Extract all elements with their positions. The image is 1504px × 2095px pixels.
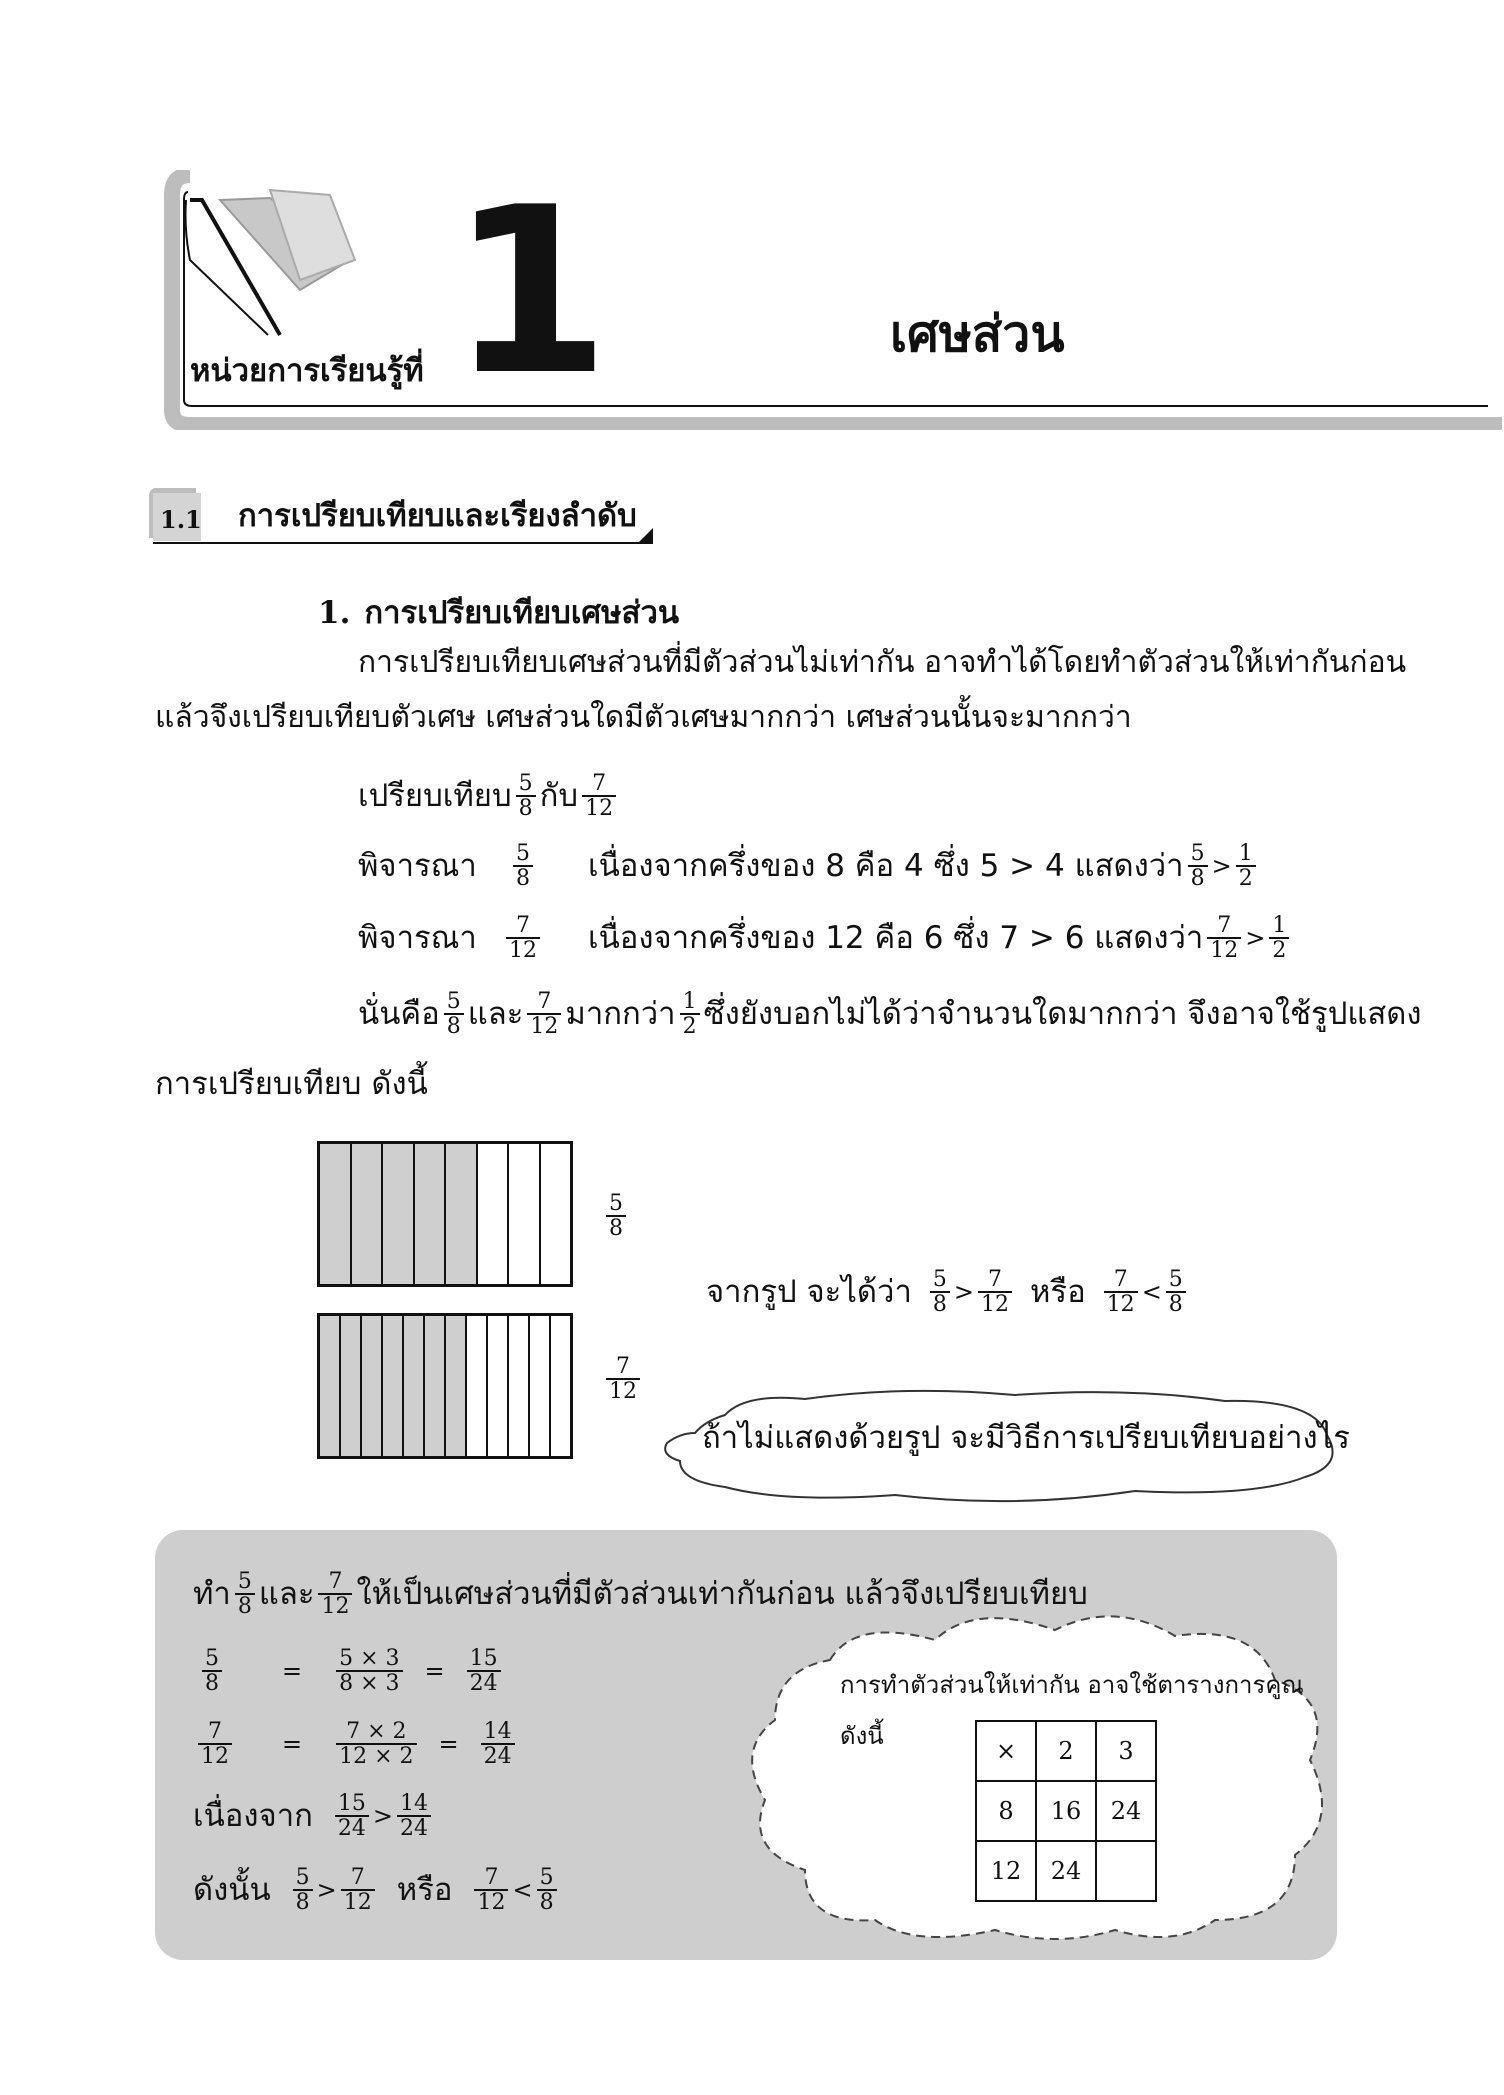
shaded-part [404, 1316, 425, 1456]
and-label: และ [258, 1575, 315, 1612]
chapter-number: 1 [450, 159, 611, 426]
half-of-8-text: เนื่องจากครึ่งของ 8 คือ 4 ซึ่ง 5 > 4 แสดงว่า [588, 847, 1184, 884]
therefore-label: ดังนั้น [193, 1871, 271, 1908]
equation-7-12 [188, 1720, 519, 1768]
consider-label: พิจารณา [358, 919, 477, 956]
subsection-number: 1. [318, 595, 351, 631]
fraction-1-2: $\frac{1}{2}$ [1236, 842, 1256, 890]
fraction-7-12: $\frac{7}{12}$ [582, 772, 616, 820]
fraction-7-12: $\frac{7}{12}$ [1104, 1268, 1138, 1316]
shaded-part [362, 1316, 383, 1456]
more-than-label: มากกว่า [565, 995, 676, 1032]
fraction-5-8: $\frac{5}{8}$ [235, 1570, 255, 1618]
since-label: เนื่องจาก [193, 1797, 313, 1834]
thatis-line-end: การเปรียบเทียบ ดังนี้ [155, 1066, 428, 1102]
consider-label: พิจารณา [358, 847, 477, 884]
equals-sign: = [282, 1729, 303, 1758]
fraction-7-12: $\frac{7}{12}$ [527, 990, 561, 1038]
fraction-14-24: $\frac{14}{24}$ [481, 1720, 515, 1768]
fraction-7-12: $\frac{7}{12}$ [192, 1720, 238, 1768]
hint-line-1: การทำตัวส่วนให้เท่ากัน อาจใช้ตารางการคูณ [840, 1671, 1304, 1699]
fraction-7-12: $\frac{7}{12}$ [978, 1268, 1012, 1316]
consider-line-2 [358, 914, 1293, 962]
chapter-title: เศษส่วน [890, 305, 1065, 363]
table-cell: 8 [976, 1781, 1036, 1841]
compare-with: กับ [539, 777, 579, 814]
fraction-7-12: $\frac{7}{12}$ [318, 1570, 352, 1618]
subsection-heading [318, 595, 679, 632]
equals-sign: = [438, 1729, 459, 1758]
shaded-part [425, 1316, 446, 1456]
table-cell: 2 [1036, 1721, 1096, 1781]
compare-line [358, 772, 620, 820]
fraction-5-8: $\frac{5}{8}$ [192, 1647, 232, 1695]
shaded-part [341, 1316, 362, 1456]
bar1-fraction-label: $\frac{5}{8}$ [606, 1192, 626, 1240]
fraction-7-12: $\frac{7}{12}$ [474, 1866, 508, 1914]
shaded-part [383, 1316, 404, 1456]
compare-label: เปรียบเทียบ [358, 777, 512, 814]
lt-sign: < [1141, 1277, 1162, 1306]
paragraph-line-1: การเปรียบเทียบเศษส่วนที่มีตัวส่วนไม่เท่ากัน อาจทำได้โดยทำตัวส่วนให้เท่ากันก่อน [358, 645, 1407, 680]
fraction-14-24: $\frac{14}{24}$ [397, 1792, 431, 1840]
unshaded-part [509, 1144, 541, 1284]
make-label: ทำ [193, 1575, 231, 1612]
fraction-1-2: $\frac{1}{2}$ [1269, 914, 1289, 962]
or-label: หรือ [1029, 1273, 1086, 1310]
unshaded-part [467, 1316, 488, 1456]
fraction-5x3-8x3: $\frac{5 \times 3}{8 \times 3}$ [336, 1647, 402, 1695]
hint-line-2: ดังนี้ [840, 1722, 884, 1750]
table-cell: × [976, 1721, 1036, 1781]
multiplication-table [975, 1720, 1157, 1902]
since-line [193, 1792, 435, 1840]
gt-sign: > [1245, 923, 1266, 952]
table-row [976, 1841, 1156, 1901]
shaded-part [415, 1144, 447, 1284]
fraction-15-24: $\frac{15}{24}$ [467, 1647, 501, 1695]
therefore-line [193, 1866, 561, 1914]
consider-line-1 [358, 842, 1260, 890]
cloud-question-text: ถ้าไม่แสดงด้วยรูป จะมีวิธีการเปรียบเทียบอย่างไร [702, 1420, 1350, 1456]
equation-5-8 [188, 1647, 505, 1695]
figure-conclusion [706, 1268, 1190, 1316]
from-picture-label: จากรูป จะได้ว่า [706, 1273, 912, 1310]
unshaded-part [551, 1316, 570, 1456]
gt-sign: > [1211, 851, 1232, 880]
table-cell [1096, 1841, 1156, 1901]
gt-sign: > [316, 1875, 337, 1904]
shaded-part [446, 1144, 478, 1284]
unit-label: หน่วยการเรียนรู้ที่ [190, 353, 424, 389]
fraction-5-8: $\frac{5}{8}$ [1188, 842, 1208, 890]
and-label: และ [467, 995, 524, 1032]
fraction-5-8: $\frac{5}{8}$ [537, 1866, 557, 1914]
shaded-part [352, 1144, 384, 1284]
fraction-5-8: $\frac{5}{8}$ [492, 842, 554, 890]
table-row [976, 1721, 1156, 1781]
fraction-15-24: $\frac{15}{24}$ [335, 1792, 369, 1840]
unshaded-part [541, 1144, 571, 1284]
paragraph-line-2: แล้วจึงเปรียบเทียบตัวเศษ เศษส่วนใดมีตัวเศษมากกว่า เศษส่วนนั้นจะมากกว่า [155, 700, 1132, 735]
fraction-7x2-12x2: $\frac{7 \times 2}{12 \times 2}$ [336, 1720, 416, 1768]
table-cell: 16 [1036, 1781, 1096, 1841]
gt-sign: > [953, 1277, 974, 1306]
half-of-12-text: เนื่องจากครึ่งของ 12 คือ 6 ซึ่ง 7 > 6 แสดงว่า [588, 919, 1204, 956]
table-cell: 24 [1096, 1781, 1156, 1841]
shaded-part [446, 1316, 467, 1456]
shaded-part [383, 1144, 415, 1284]
fraction-bar-7-12 [317, 1313, 573, 1459]
section-number: 1.1 [160, 505, 202, 534]
fraction-5-8: $\frac{5}{8}$ [930, 1268, 950, 1316]
fraction-7-12: $\frac{7}{12}$ [1207, 914, 1241, 962]
lt-sign: < [512, 1875, 533, 1904]
fraction-1-2: $\frac{1}{2}$ [680, 990, 700, 1038]
table-cell: 3 [1096, 1721, 1156, 1781]
unshaded-part [530, 1316, 551, 1456]
subsection-title: การเปรียบเทียบเศษส่วน [364, 595, 680, 631]
fraction-7-12: $\frac{7}{12}$ [341, 1866, 375, 1914]
gt-sign: > [372, 1801, 393, 1830]
or-label: หรือ [396, 1871, 453, 1908]
thatis-line [358, 990, 1422, 1038]
table-cell: 12 [976, 1841, 1036, 1901]
equals-sign: = [282, 1656, 303, 1685]
method-rest-text: ให้เป็นเศษส่วนที่มีตัวส่วนเท่ากันก่อน แล้วจึงเปรียบเทียบ [356, 1575, 1088, 1612]
fraction-7-12: $\frac{7}{12}$ [492, 914, 554, 962]
shaded-part [320, 1316, 341, 1456]
thatis-label: นั่นคือ [358, 995, 440, 1032]
continuation-text: ซึ่งยังบอกไม่ได้ว่าจำนวนใดมากกว่า จึงอาจใช้รูปแสดง [703, 995, 1422, 1032]
section-title: การเปรียบเทียบและเรียงลำดับ [238, 498, 637, 534]
unshaded-part [509, 1316, 530, 1456]
table-cell: 24 [1036, 1841, 1096, 1901]
unshaded-part [488, 1316, 509, 1456]
fraction-5-8: $\frac{5}{8}$ [1166, 1268, 1186, 1316]
fraction-5-8: $\frac{5}{8}$ [293, 1866, 313, 1914]
shaded-part [320, 1144, 352, 1284]
bar2-fraction-label: $\frac{7}{12}$ [606, 1355, 640, 1403]
fraction-5-8: $\frac{5}{8}$ [444, 990, 464, 1038]
table-row [976, 1781, 1156, 1841]
fraction-bar-5-8 [317, 1141, 573, 1287]
fraction-5-8: $\frac{5}{8}$ [516, 772, 536, 820]
unshaded-part [478, 1144, 510, 1284]
equals-sign: = [424, 1656, 445, 1685]
